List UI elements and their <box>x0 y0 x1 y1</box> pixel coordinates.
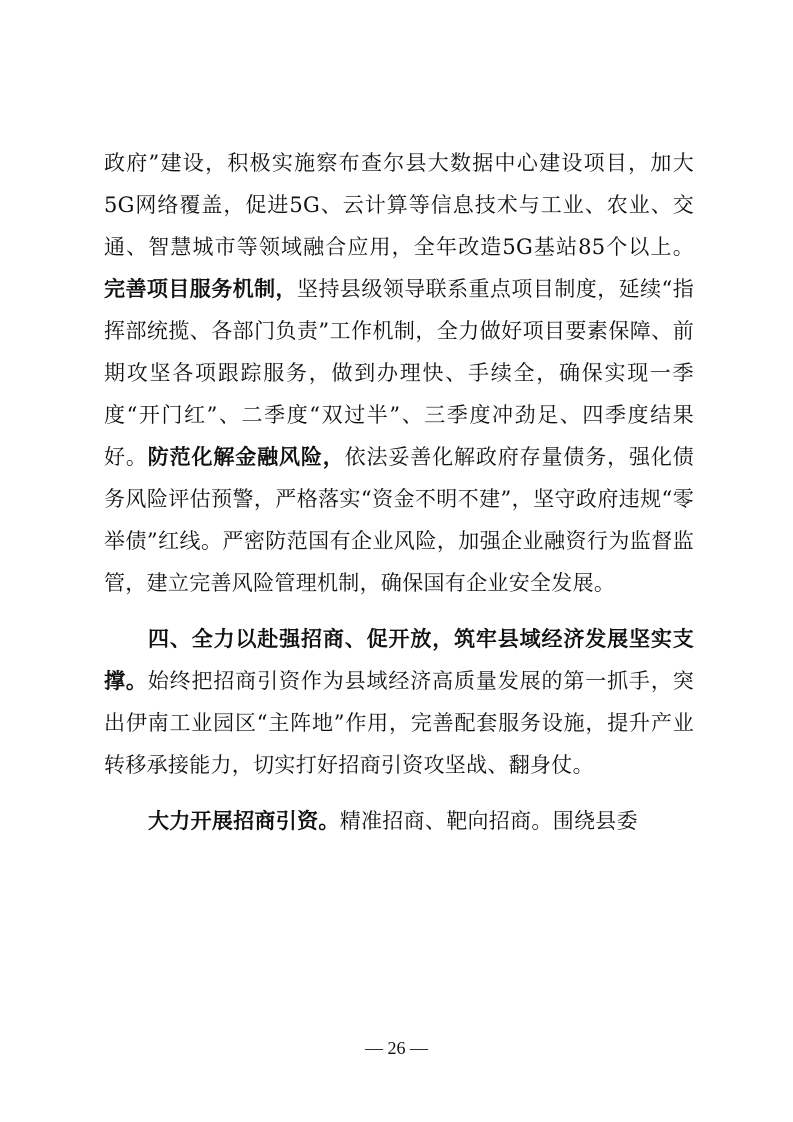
paragraph-project-services <box>104 142 694 604</box>
text-investment-detail: 始终把招商引资作为县域经济高质量发展的第一抓手，突出伊南工业园区“主阵地”作用，完善配套服务设施，提升产业转移承接能力，切实打好招商引资攻坚战、翻身仗。 <box>104 669 694 777</box>
text-financial-risk-detail: 依法妥善化解政府存量债务，强化债务风险评估预警，严格落实“资金不明不建”，坚守政府违规“零举债”红线。严密防范国有企业风险，加强企业融资行为监督监管，建立完善风险管理机制，确保国有企业安全发展。 <box>104 445 694 595</box>
paragraph-attract-investment <box>104 800 694 842</box>
text-attract-investment-detail: 精准招商、靶向招商。围绕县委 <box>339 809 638 833</box>
text-5g-network: 政府”建设，积极实施察布查尔县大数据中心建设项目，加大5G网络覆盖，促进5G、云计算等信息技术与工业、农业、交通、智慧城市等领域融合应用，全年改造5G基站85个以上。 <box>104 151 694 259</box>
bold-financial-risk: 防范化解金融风险， <box>147 445 345 469</box>
page-number: — 26 — <box>365 1038 428 1058</box>
paragraph-investment-heading <box>104 618 694 786</box>
text-project-service-detail: 坚持县级领导联系重点项目制度，延续“指挥部统揽、各部门负责”工作机制，全力做好项目要素保障、前期攻坚各项跟踪服务，做到办理快、手续全，确保实现一季度“开门红”、二季度“双过半”、三季度冲劲足、四季度结果好。 <box>104 277 695 469</box>
bold-project-service-mechanism: 完善项目服务机制， <box>104 277 297 301</box>
bold-attract-investment: 大力开展招商引资。 <box>148 809 340 833</box>
section-heading-four: 四、全力以赴强招商、促开放，筑牢县域经济发展坚实支撑。 <box>104 627 694 693</box>
body-text <box>104 142 694 856</box>
